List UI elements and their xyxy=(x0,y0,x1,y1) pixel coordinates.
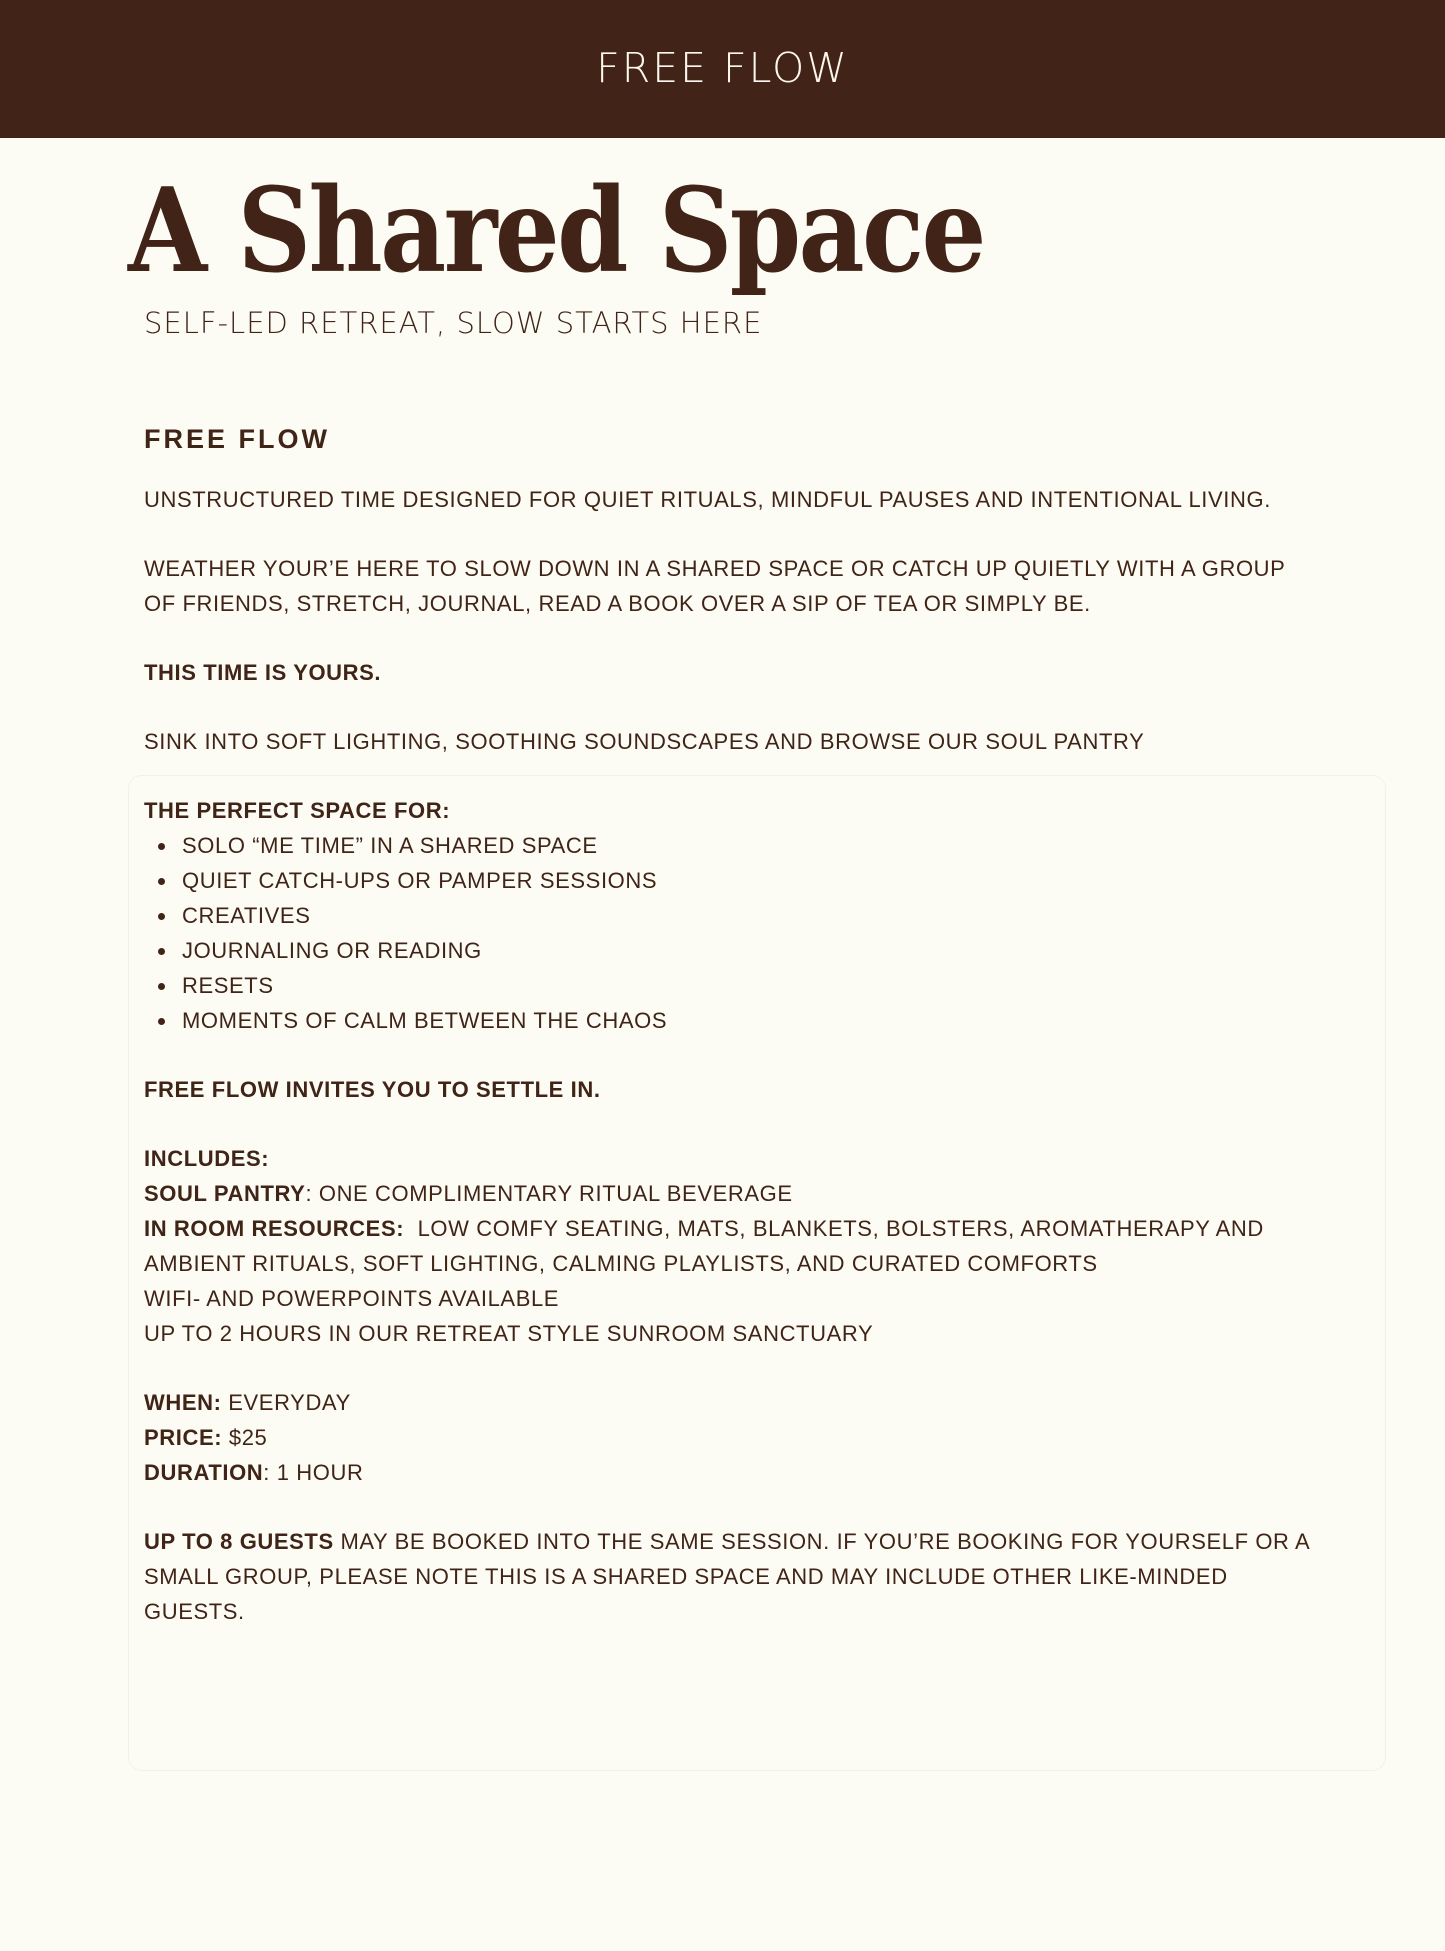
duration-label: DURATION xyxy=(144,1460,264,1485)
list-item: QUIET CATCH-UPS OR PAMPER SESSIONS xyxy=(182,863,1344,898)
perfect-space-list xyxy=(144,828,1344,1038)
intro-text: UNSTRUCTURED TIME DESIGNED FOR QUIET RITUALS, MINDFUL PAUSES AND INTENTIONAL LIVING. xyxy=(144,487,1271,512)
perfect-space-heading xyxy=(144,793,1344,828)
list-item: CREATIVES xyxy=(182,898,1344,933)
list-item: MOMENTS OF CALM BETWEEN THE CHAOS xyxy=(182,1003,1344,1038)
resources-value: LOW COMFY SEATING, MATS, BLANKETS, BOLSTERS, AROMATHERAPY AND xyxy=(417,1216,1264,1241)
resources-line-2: AMBIENT RITUALS, SOFT LIGHTING, CALMING PLAYLISTS, AND CURATED COMFORTS xyxy=(144,1251,1098,1276)
guests-label: UP TO 8 GUESTS xyxy=(144,1529,334,1554)
list-item: JOURNALING OR READING xyxy=(182,933,1344,968)
resources-label: IN ROOM RESOURCES: xyxy=(144,1216,405,1241)
includes-block xyxy=(144,1141,1344,1351)
amenities-text: SINK INTO SOFT LIGHTING, SOOTHING SOUNDSCAPES AND BROWSE OUR SOUL PANTRY xyxy=(144,729,1145,754)
main-content xyxy=(144,420,1344,1629)
when-label: WHEN: xyxy=(144,1390,222,1415)
description-paragraph xyxy=(144,551,1344,621)
emphasis-text xyxy=(144,655,1344,690)
includes-heading-bold: INCLUDES: xyxy=(144,1146,270,1171)
list-item: SOLO “ME TIME” IN A SHARED SPACE xyxy=(182,828,1344,863)
invite-text xyxy=(144,1072,1344,1107)
guests-line-3: GUESTS. xyxy=(144,1599,245,1624)
hours-line: UP TO 2 HOURS IN OUR RETREAT STYLE SUNROOM SANCTUARY xyxy=(144,1321,874,1346)
duration-value: : 1 HOUR xyxy=(263,1460,364,1485)
pantry-value: : ONE COMPLIMENTARY RITUAL BEVERAGE xyxy=(305,1181,793,1206)
header-title: FREE FLOW xyxy=(596,44,849,92)
description-line-2: OF FRIENDS, STRETCH, JOURNAL, READ A BOOK OVER A SIP OF TEA OR SIMPLY BE. xyxy=(144,591,1091,616)
guests-line-2: SMALL GROUP, PLEASE NOTE THIS IS A SHARED SPACE AND MAY INCLUDE OTHER LIKE-MINDED xyxy=(144,1564,1228,1589)
description-line-1: WEATHER YOUR’E HERE TO SLOW DOWN IN A SHARED SPACE OR CATCH UP QUIETLY WITH A GROUP xyxy=(144,556,1286,581)
pantry-line xyxy=(144,1176,1344,1211)
wifi-line: WIFI- AND POWERPOINTS AVAILABLE xyxy=(144,1286,560,1311)
when-line xyxy=(144,1385,1344,1420)
invite-bold: FREE FLOW INVITES YOU TO SETTLE IN. xyxy=(144,1077,601,1102)
page-title: A Shared Space xyxy=(128,163,984,299)
guests-line-1-rest: MAY BE BOOKED INTO THE SAME SESSION. IF YOU’RE BOOKING FOR YOURSELF OR A xyxy=(333,1529,1311,1554)
perfect-space-heading-bold: THE PERFECT SPACE FOR: xyxy=(144,798,451,823)
guests-block xyxy=(144,1524,1344,1629)
duration-line xyxy=(144,1455,1344,1490)
list-item: RESETS xyxy=(182,968,1344,1003)
price-label: PRICE: xyxy=(144,1425,223,1450)
pantry-label: SOUL PANTRY xyxy=(144,1181,306,1206)
section-heading: FREE FLOW xyxy=(144,424,330,454)
guests-line-1 xyxy=(144,1524,1344,1559)
includes-heading xyxy=(144,1141,1344,1176)
details-block xyxy=(144,1385,1344,1490)
resources-line xyxy=(144,1211,1344,1246)
emphasis-bold: THIS TIME IS YOURS. xyxy=(144,660,382,685)
price-line xyxy=(144,1420,1344,1455)
top-header-bar xyxy=(0,0,1445,138)
when-value: EVERYDAY xyxy=(221,1390,351,1415)
price-value: $25 xyxy=(222,1425,268,1450)
page-subtitle: SELF-LED RETREAT, SLOW STARTS HERE xyxy=(144,306,763,340)
